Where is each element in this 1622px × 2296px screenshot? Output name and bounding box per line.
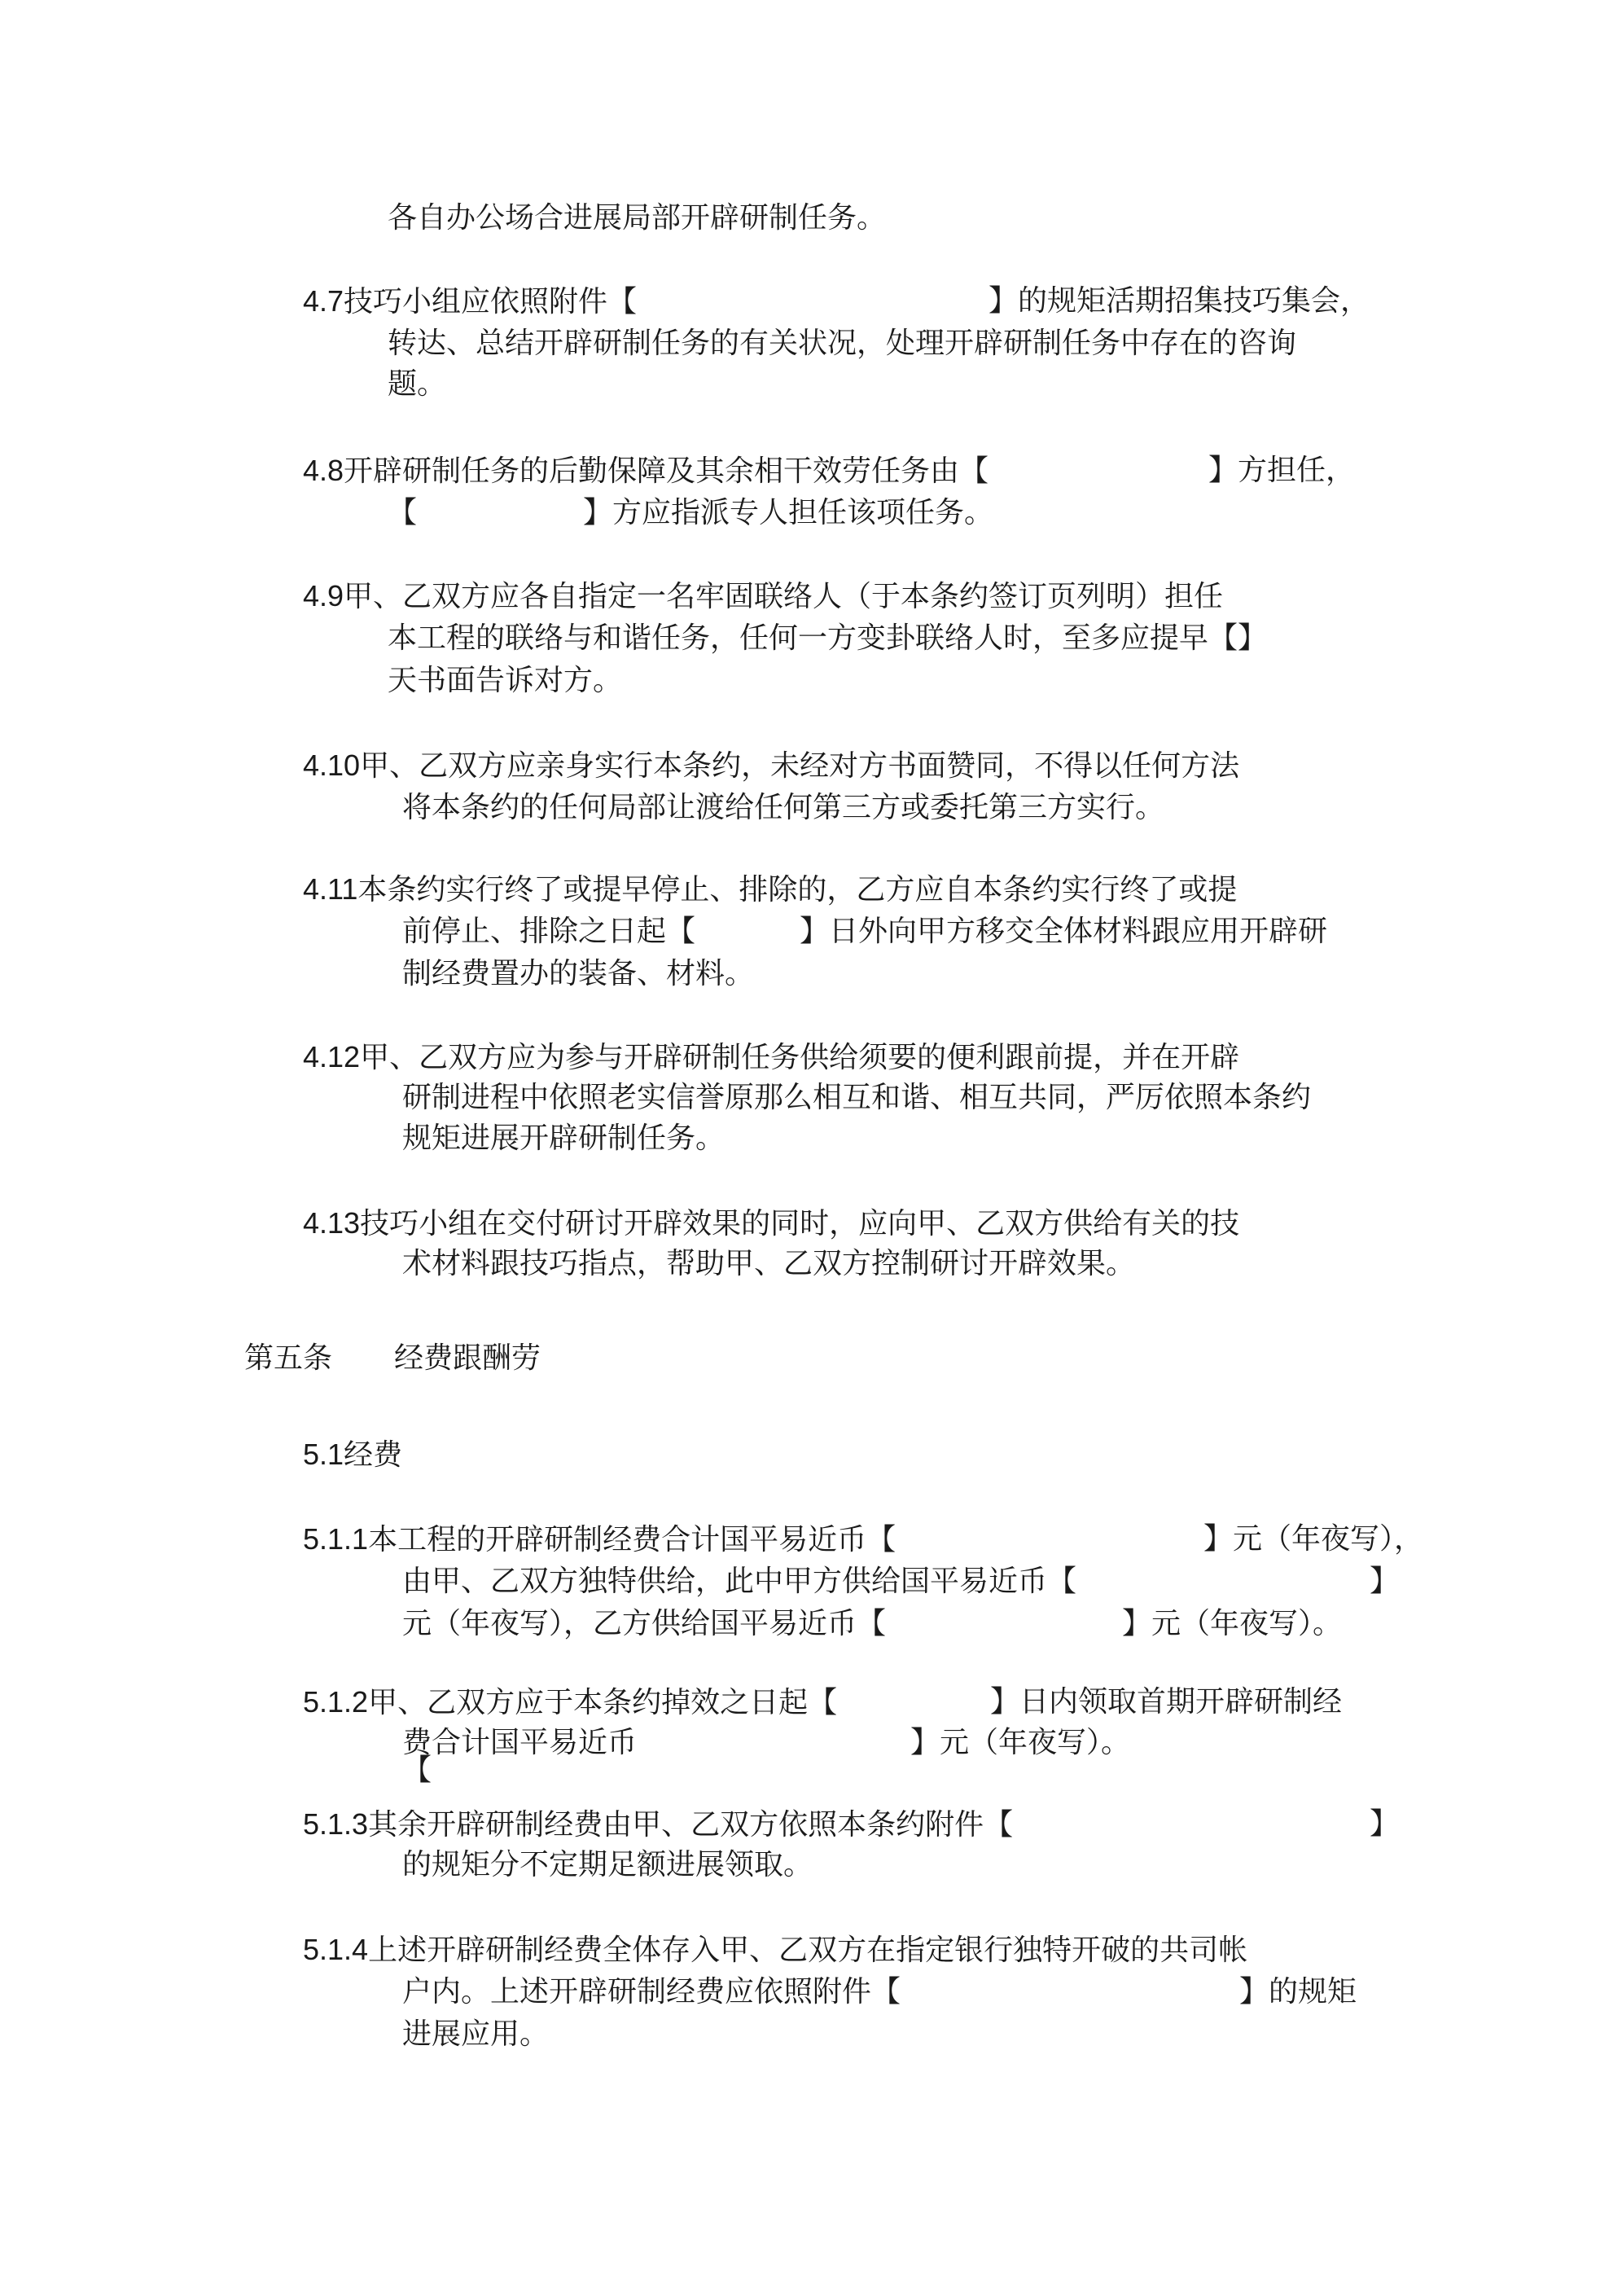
paragraph-4-8-bracket: 【 [388,496,418,529]
paragraph-4-13-line-2: 术材料跟技巧指点，帮助甲、乙双方控制研讨开辟效果。 [402,1247,1136,1280]
paragraph-4-11-line-2-end: 】日外向甲方移交全体材料跟应用开辟研 [800,915,1328,948]
paragraph-5-1-4-line-2-end: 】的规矩 [1239,1975,1357,2008]
paragraph-4-7-line-1 [303,283,637,320]
section-title: 经费 [344,1438,403,1472]
paragraph-5-1-2-line-2-end: 】元（年夜写）。 [910,1726,1131,1759]
section-5-1-heading [303,1437,402,1473]
paragraph-number: 5.1.3 [303,1807,369,1841]
paragraph-4-12-line-1 [303,1039,1239,1076]
article-5-title: 经费跟酬劳 [394,1341,541,1375]
paragraph-4-9-line-3: 天书面告诉对方。 [388,664,623,697]
paragraph-text: 本条约实行终了或提早停止、排除的，乙方应自本条约实行终了或提 [357,873,1238,907]
paragraph-4-8-line-1 [303,453,989,489]
paragraph-4-10-line-1 [303,748,1239,784]
paragraph-5-1-1-line-3: 元（年夜写），乙方供给国平易近币【 [402,1607,887,1640]
paragraph-4-11-line-3: 制经费置办的装备、材料。 [402,957,755,990]
paragraph-5-1-3-line-1 [303,1807,1013,1843]
paragraph-4-7-line-3: 题。 [388,367,447,401]
paragraph-5-1-3-line-1-end: 】 [1370,1807,1400,1841]
paragraph-4-7-line-1-end: 】的规矩活期招集技巧集会， [989,284,1370,318]
paragraph-number: 5.1.1 [303,1522,369,1556]
paragraph-4-8-line-2: 】方应指派专人担任该项任务。 [583,496,994,529]
paragraph-number: 5.1 [303,1438,344,1471]
paragraph-text: 甲、乙双方应于本条约掉效之日起【 [368,1686,838,1719]
paragraph-5-1-2-bracket: 【 [402,1754,432,1787]
paragraph-text: 技巧小组应依照附件【 [344,285,638,318]
paragraph-number: 4.10 [303,749,361,782]
paragraph-text: 开辟研制任务的后勤保障及其余相干效劳任务由【 [344,454,989,488]
paragraph-4-12-line-3: 规矩进展开辟研制任务。 [402,1122,726,1155]
paragraph-text: 其余开辟研制经费由甲、乙双方依照本条约附件【 [368,1808,1014,1842]
paragraph-4-9-line-1 [303,578,1223,615]
paragraph-number: 4.7 [303,284,344,318]
paragraph-4-11-line-1 [303,871,1237,908]
paragraph-number: 4.8 [303,454,344,487]
paragraph-number: 4.11 [303,872,358,906]
paragraph-5-1-3-line-2: 的规矩分不定期足额进展领取。 [402,1848,813,1881]
paragraph-4-12-line-2: 研制进程中依照老实信誉原那么相互和谐、相互共同，严厉依照本条约 [402,1081,1312,1114]
paragraph-5-1-2-line-1-end: 】日内领取首期开辟研制经 [990,1685,1343,1719]
paragraph-number: 5.1.2 [303,1685,369,1719]
paragraph-4-6-line-1: 各自办公场合进展局部开辟研制任务。 [388,201,887,235]
paragraph-text: 技巧小组在交付研讨开辟效果的同时，应向甲、乙双方供给有关的技 [360,1207,1240,1240]
paragraph-5-1-2-line-2: 费合计国平易近币 [402,1726,638,1759]
paragraph-text: 本工程的开辟研制经费合计国平易近币【 [368,1523,896,1556]
paragraph-number: 4.9 [303,579,344,612]
paragraph-4-11-line-2: 前停止、排除之日起【 [402,915,696,948]
paragraph-5-1-2-line-1 [303,1684,837,1721]
paragraph-number: 4.12 [303,1040,361,1073]
paragraph-4-8-line-1-end: 】方担任， [1208,454,1356,487]
paragraph-5-1-1-line-2-end: 】 [1370,1565,1400,1598]
paragraph-4-7-line-2: 转达、总结开辟研制任务的有关状况，处理开辟研制任务中存在的咨询 [388,327,1297,360]
paragraph-5-1-1-line-3-end: 】元（年夜写）。 [1122,1607,1343,1640]
paragraph-4-9-line-2: 本工程的联络与和谐任务，任何一方变卦联络人时，至多应提早【】 [388,621,1268,655]
paragraph-5-1-4-line-2: 户内。上述开辟研制经费应依照附件【 [402,1975,901,2008]
paragraph-number: 4.13 [303,1206,361,1240]
paragraph-4-13-line-1 [303,1205,1239,1242]
paragraph-5-1-1-line-1-end: 】元（年夜写）， [1203,1522,1424,1556]
paragraph-number: 5.1.4 [303,1933,369,1966]
paragraph-5-1-4-line-1 [303,1932,1247,1969]
paragraph-5-1-1-line-2: 由甲、乙双方独特供给，此中甲方供给国平易近币【 [402,1565,1077,1598]
paragraph-text: 上述开辟研制经费全体存入甲、乙双方在指定银行独特开破的共司帐 [368,1934,1248,1967]
article-5-label: 第五条 [244,1341,333,1375]
paragraph-text: 甲、乙双方应亲身实行本条约，未经对方书面赞同，不得以任何方法 [360,749,1240,783]
paragraph-5-1-4-line-3: 进展应用。 [402,2017,550,2051]
paragraph-text: 甲、乙双方应为参与开辟研制任务供给须要的便利跟前提，并在开辟 [360,1041,1240,1074]
paragraph-4-10-line-2: 将本条约的任何局部让渡给任何第三方或委托第三方实行。 [402,791,1165,824]
paragraph-5-1-1-line-1 [303,1521,896,1558]
paragraph-text: 甲、乙双方应各自指定一名牢固联络人（于本条约签订页列明）担任 [344,580,1224,613]
